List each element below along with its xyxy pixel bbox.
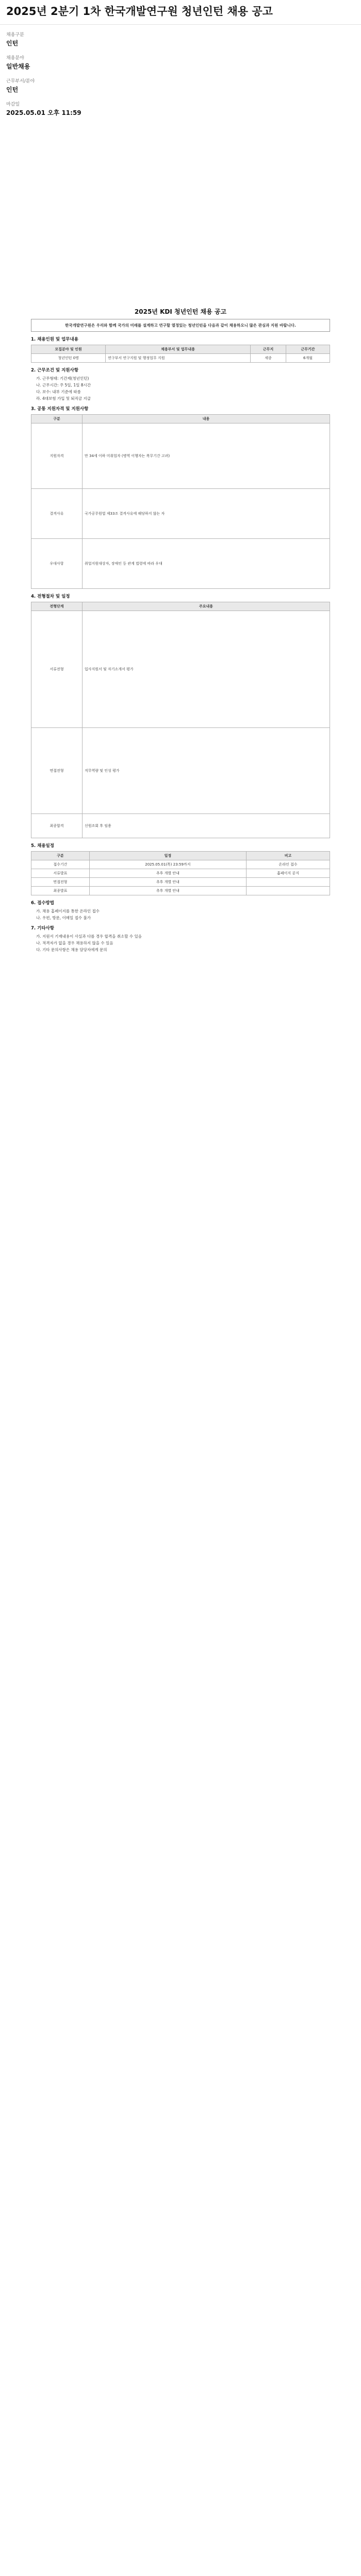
table-cell: 직무역량 및 인성 평가	[83, 728, 330, 814]
positions-table	[31, 345, 330, 363]
table-row	[31, 611, 330, 728]
meta-value: 인턴	[6, 40, 19, 47]
meta-label: 근무부서/분야	[6, 79, 35, 84]
section-heading: 7. 기타사항	[31, 926, 54, 931]
table-cell: 6개월	[286, 354, 330, 363]
table-row	[31, 539, 330, 589]
table-cell: 접수기간	[31, 860, 90, 869]
table-cell: 면접전형	[31, 728, 83, 814]
table-cell: 추후 개별 안내	[89, 878, 246, 887]
table-header: 비고	[246, 852, 330, 860]
list-item: 나. 근무시간: 주 5일, 1일 8시간	[36, 383, 91, 387]
table-row	[31, 814, 330, 838]
table-cell: 국가공무원법 제33조 결격사유에 해당하지 않는 자	[83, 489, 330, 539]
meta-dept	[6, 78, 355, 94]
qualifications-table	[31, 414, 330, 589]
page-title: 2025년 2분기 1차 한국개발연구원 청년인턴 채용 공고	[6, 5, 273, 18]
table-row	[31, 869, 330, 878]
table-cell: 세종	[251, 354, 286, 363]
section-heading: 6. 접수방법	[31, 901, 54, 906]
table-cell: 신원조회 후 임용	[83, 814, 330, 838]
section-heading: 3. 공통 지원자격 및 지원사항	[31, 406, 89, 412]
posting-meta	[0, 32, 361, 117]
table-header: 구분	[31, 852, 90, 860]
meta-type	[6, 32, 355, 48]
table-header: 전형단계	[31, 602, 83, 611]
table-header: 일정	[89, 852, 246, 860]
schedule-table	[31, 851, 330, 895]
list-item: 나. 우편, 방문, 이메일 접수 불가	[36, 916, 91, 920]
table-row	[31, 423, 330, 489]
list-item: 가. 근무형태: 기간제(청년인턴)	[36, 376, 89, 381]
table-header: 근무기간	[286, 345, 330, 354]
list-item: 다. 보수: 내부 기준에 따름	[36, 389, 81, 394]
meta-label: 채용구분	[6, 32, 24, 38]
table-header: 내용	[83, 415, 330, 423]
table-cell: 결격사유	[31, 489, 83, 539]
table-header: 주요내용	[83, 602, 330, 611]
table-header: 채용부서 및 업무내용	[106, 345, 251, 354]
table-cell: 최종합격	[31, 814, 83, 838]
table-cell	[246, 887, 330, 895]
table-cell: 면접전형	[31, 878, 90, 887]
table-row	[31, 354, 330, 363]
table-cell: 서류발표	[31, 869, 90, 878]
posting-notice-image	[31, 309, 330, 954]
process-table	[31, 602, 330, 838]
table-header: 모집분야 및 인원	[31, 345, 106, 354]
list-item: 가. 지원서 기재내용이 사실과 다를 경우 합격을 취소할 수 있음	[36, 934, 142, 939]
section-heading: 5. 채용일정	[31, 843, 54, 849]
table-row	[31, 489, 330, 539]
table-cell: 2025.05.01(목) 23:59까지	[89, 860, 246, 869]
meta-value: 일반채용	[6, 63, 30, 70]
table-cell: 취업지원대상자, 장애인 등 관계 법령에 따라 우대	[83, 539, 330, 589]
meta-field	[6, 55, 355, 71]
table-header: 근무지	[251, 345, 286, 354]
table-cell: 지원자격	[31, 423, 83, 489]
meta-label: 마감일	[6, 102, 20, 107]
table-row	[31, 887, 330, 895]
table-header: 구분	[31, 415, 83, 423]
table-cell: 만 34세 이하 미취업자 (병역 이행자는 복무기간 고려)	[83, 423, 330, 489]
list-item: 다. 기타 문의사항은 채용 담당자에게 문의	[36, 947, 107, 952]
table-cell: 추후 개별 안내	[89, 887, 246, 895]
section-heading: 1. 채용인원 및 업무내용	[31, 337, 78, 342]
list-item: 나. 적격자가 없을 경우 채용하지 않을 수 있음	[36, 941, 113, 945]
section-heading: 2. 근무조건 및 지원사항	[31, 368, 78, 373]
table-cell: 연구부서 연구지원 및 행정업무 지원	[106, 354, 251, 363]
meta-value: 인턴	[6, 86, 19, 93]
table-cell	[246, 878, 330, 887]
table-cell: 서류전형	[31, 611, 83, 728]
header-divider	[0, 24, 361, 25]
list-item: 라. 4대보험 가입 및 퇴직금 지급	[36, 396, 91, 401]
table-cell: 홈페이지 공지	[246, 869, 330, 878]
table-row	[31, 878, 330, 887]
notice-intro: 한국개발연구원은 우리와 함께 국가의 미래를 설계하고 연구할 열정있는 청년인턴을 다음과 같이 채용하오니 많은 관심과 지원 바랍니다.	[31, 319, 330, 332]
table-cell: 추후 개별 안내	[89, 869, 246, 878]
table-row	[31, 860, 330, 869]
table-cell: 최종발표	[31, 887, 90, 895]
list-item: 가. 채용 홈페이지를 통한 온라인 접수	[36, 909, 100, 913]
table-row	[31, 728, 330, 814]
table-cell: 온라인 접수	[246, 860, 330, 869]
meta-label: 채용분야	[6, 56, 24, 61]
section-heading: 4. 전형절차 및 일정	[31, 594, 70, 599]
table-cell: 청년인턴 0명	[31, 354, 106, 363]
notice-title: 2025년 KDI 청년인턴 채용 공고	[134, 308, 227, 315]
table-cell: 입사지원서 및 자기소개서 평가	[83, 611, 330, 728]
table-cell: 우대사항	[31, 539, 83, 589]
meta-value: 2025.05.01 오후 11:59	[6, 109, 81, 116]
meta-deadline	[6, 101, 355, 117]
